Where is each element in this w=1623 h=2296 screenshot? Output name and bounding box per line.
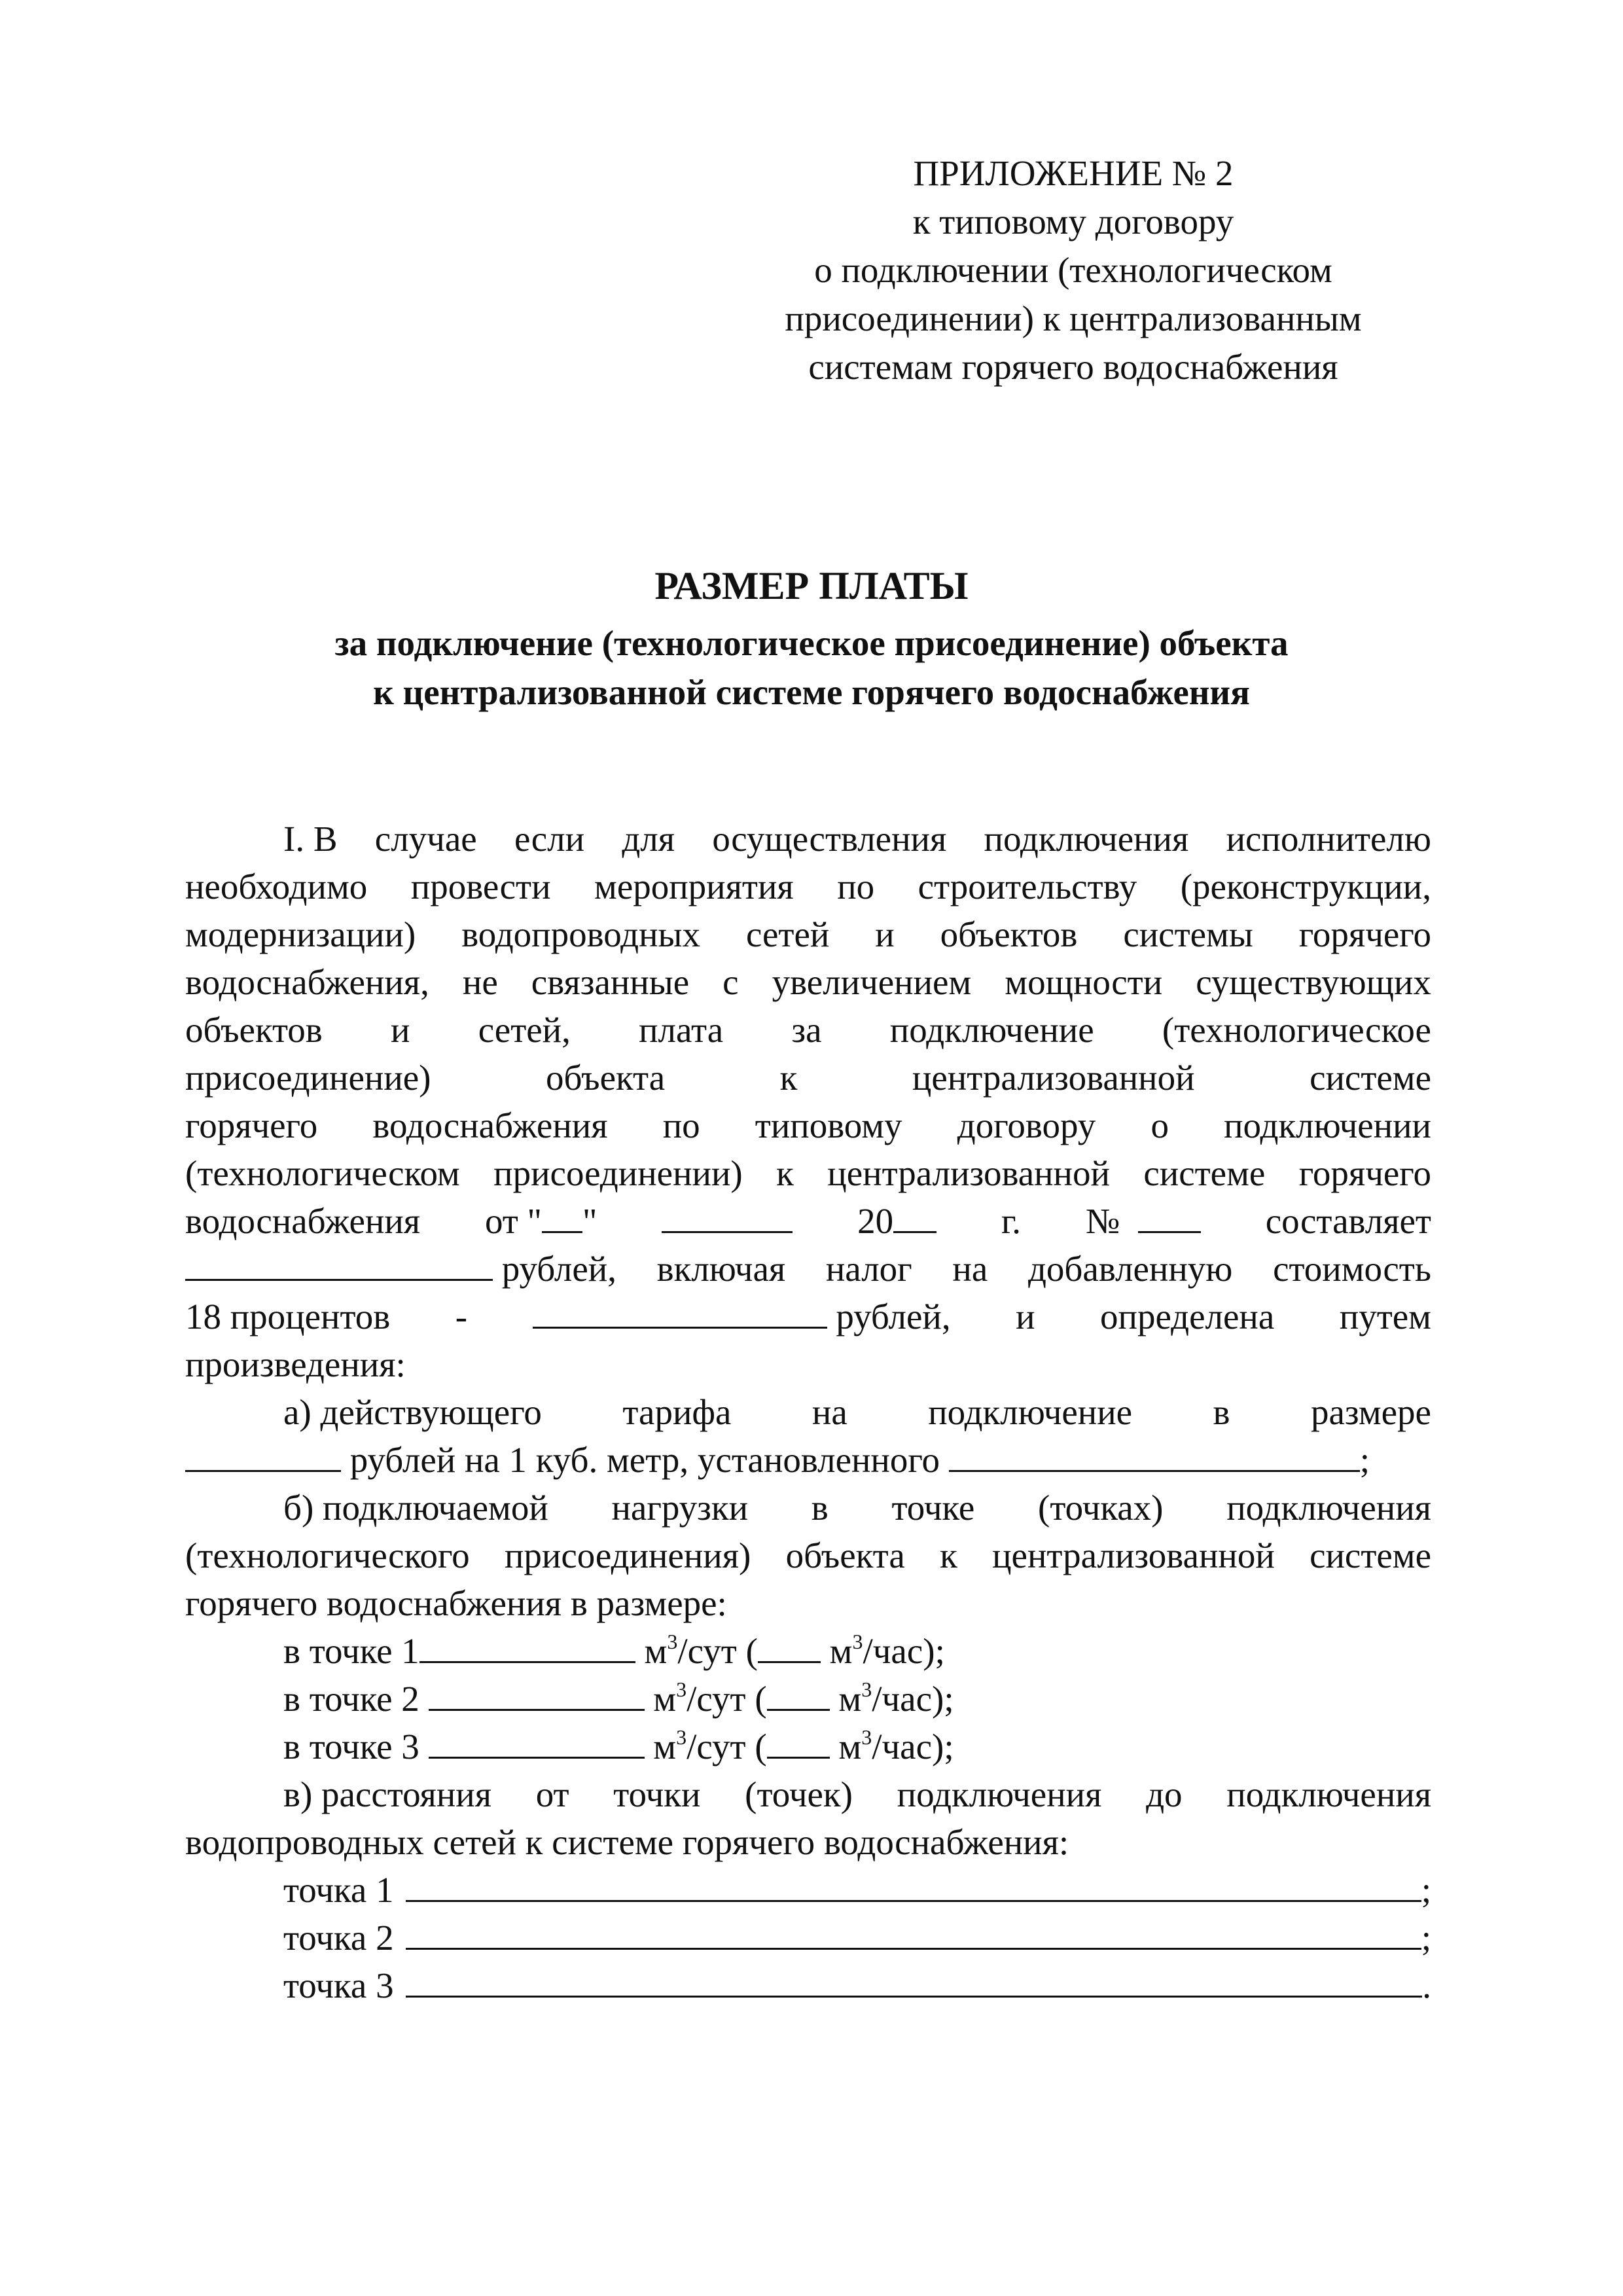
word: и	[1016, 1297, 1035, 1336]
word: водоснабжения	[372, 1105, 608, 1145]
item-a-line	[185, 1436, 1431, 1484]
word: осуществления	[712, 819, 947, 859]
subtitle-line: к централизованной системе горячего водоснабжения	[373, 672, 1250, 712]
distance-point-row	[185, 1866, 1431, 1914]
word: подключение	[928, 1392, 1133, 1432]
word: подключения	[984, 819, 1189, 859]
word: связанные	[531, 962, 690, 1002]
word: договору	[957, 1105, 1096, 1145]
point-label: точка 2	[283, 1918, 394, 1958]
word: горячего	[185, 1105, 318, 1145]
word: строительству	[918, 867, 1137, 906]
word: размере	[1310, 1392, 1431, 1432]
appendix-header	[654, 149, 1492, 391]
word: не	[462, 962, 498, 1002]
word: централизованной	[912, 1058, 1195, 1098]
word: присоединения)	[504, 1535, 751, 1575]
word: водопроводных сетей к системе горячего водоснабжения:	[185, 1822, 1069, 1862]
contract-date-day	[485, 1197, 597, 1245]
appendix-line: о подключении (технологическом	[814, 250, 1332, 290]
word: в) расстояния	[283, 1774, 491, 1814]
word: ;	[1359, 1440, 1370, 1480]
word: мощности	[1005, 962, 1163, 1002]
word: путем	[1339, 1297, 1431, 1336]
load-hour-blank[interactable]	[758, 1631, 821, 1663]
word: за	[791, 1010, 822, 1050]
load-day-blank[interactable]	[429, 1727, 645, 1759]
word: на	[952, 1249, 988, 1289]
word: включая	[656, 1249, 786, 1289]
word: присоединение)	[185, 1058, 431, 1098]
point-label: в точке 2	[283, 1679, 419, 1719]
word: централизованной	[992, 1535, 1275, 1575]
word: типовому	[755, 1105, 902, 1145]
distance-point-row	[185, 1914, 1431, 1962]
word: модернизации)	[185, 914, 416, 954]
word: подключения	[897, 1774, 1102, 1814]
word: точке	[891, 1488, 975, 1528]
appendix-line: к типовому договору	[912, 202, 1234, 242]
word: а) действующего	[283, 1392, 542, 1432]
unit-exponent: 3	[861, 1725, 872, 1749]
word: по	[837, 867, 875, 906]
load-hour-blank[interactable]	[767, 1727, 830, 1759]
word: определена	[1100, 1297, 1275, 1336]
word: объекта	[785, 1535, 905, 1575]
unit: /час);	[872, 1679, 954, 1719]
unit: м	[829, 1631, 853, 1671]
unit: /сут (	[687, 1679, 767, 1719]
word: нагрузки	[611, 1488, 749, 1528]
word: к	[779, 1058, 798, 1098]
distance-point-row	[185, 1962, 1431, 2009]
word: произведения:	[185, 1344, 406, 1384]
load-point-row	[185, 1627, 1431, 1675]
word: существующих	[1196, 962, 1431, 1002]
word: подключении	[1224, 1105, 1431, 1145]
word: составляет	[1265, 1201, 1431, 1241]
word: налог	[825, 1249, 912, 1289]
item-c-line	[185, 1818, 1431, 1866]
word: горячего	[1298, 914, 1431, 954]
paragraph-line	[185, 863, 1431, 910]
load-day-blank[interactable]	[429, 1679, 645, 1711]
load-day-blank[interactable]	[419, 1631, 635, 1663]
point-label: точка 1	[283, 1870, 394, 1910]
unit: /час);	[872, 1727, 954, 1767]
word: г.	[1001, 1201, 1022, 1241]
word: системе	[1310, 1535, 1431, 1575]
word: водоснабжения	[185, 1201, 421, 1241]
item-b-line	[185, 1484, 1431, 1532]
word: по	[662, 1105, 700, 1145]
paragraph-line	[185, 1245, 1431, 1293]
vat-blank[interactable]	[533, 1297, 827, 1329]
word: горячего	[1298, 1153, 1431, 1193]
document-body	[185, 815, 1431, 2009]
unit-exponent: 3	[667, 1630, 678, 1653]
word: если	[514, 819, 585, 859]
word: сетей	[745, 914, 830, 954]
point-label: в точке 3	[283, 1727, 419, 1767]
paragraph-line	[185, 958, 1431, 1006]
word: водопроводных	[461, 914, 700, 954]
word: с	[722, 962, 739, 1002]
subtitle-line: за подключение (технологическое присоединение) объекта	[334, 623, 1289, 663]
item-b-line	[185, 1579, 1431, 1627]
document-title: РАЗМЕР ПЛАТЫ	[654, 564, 969, 607]
day-blank[interactable]	[542, 1201, 582, 1233]
contract-number	[1086, 1197, 1201, 1245]
word: подключения	[1226, 1774, 1431, 1814]
unit-exponent: 3	[852, 1630, 863, 1653]
vat-amount	[533, 1293, 951, 1340]
word: для	[622, 819, 675, 859]
word: подключение	[889, 1010, 1094, 1050]
year-blank[interactable]	[893, 1201, 936, 1233]
contract-year	[857, 1197, 936, 1245]
word: добавленную	[1027, 1249, 1233, 1289]
item-c-line	[185, 1770, 1431, 1818]
word: и	[875, 914, 895, 954]
paragraph-line	[185, 815, 1431, 863]
word: ;	[1421, 1918, 1431, 1958]
number-blank[interactable]	[1138, 1201, 1201, 1233]
established-by-blank[interactable]	[949, 1440, 1360, 1472]
word: точки	[613, 1774, 701, 1814]
paragraph-line	[185, 1197, 1431, 1245]
word: исполнителю	[1226, 819, 1431, 859]
unit: /сут (	[677, 1631, 758, 1671]
word: объектов	[185, 1010, 323, 1050]
point-label: точка 3	[283, 1965, 394, 2005]
word: тарифа	[622, 1392, 732, 1432]
word: увеличением	[772, 962, 972, 1002]
word: объекта	[546, 1058, 666, 1098]
word: плата	[639, 1010, 724, 1050]
word: до	[1146, 1774, 1183, 1814]
word: подключения	[1226, 1488, 1431, 1528]
word: и	[391, 1010, 410, 1050]
word: (точек)	[745, 1774, 853, 1814]
distance-blank[interactable]	[406, 1965, 1423, 1998]
distance-blank[interactable]	[406, 1870, 1421, 1902]
fee-blank[interactable]	[185, 1249, 493, 1281]
unit-exponent: 3	[676, 1725, 687, 1749]
word: №	[1085, 1201, 1120, 1241]
word: рублей,	[501, 1249, 616, 1289]
word: системы	[1123, 914, 1253, 954]
appendix-line: системам горячего водоснабжения	[808, 347, 1338, 387]
paragraph-line	[185, 1102, 1431, 1149]
word: рублей на 1 куб. метр, установленного	[349, 1440, 940, 1480]
word: в	[811, 1488, 829, 1528]
paragraph-line	[185, 910, 1431, 958]
word: (технологического	[185, 1535, 470, 1575]
word: (реконструкции,	[1180, 867, 1431, 906]
load-point-row	[185, 1723, 1431, 1770]
unit: м	[653, 1727, 677, 1767]
word: б) подключаемой	[283, 1488, 548, 1528]
word: ;	[1421, 1870, 1431, 1910]
word: в	[1213, 1392, 1230, 1432]
word: (технологическое	[1162, 1010, 1431, 1050]
word: горячего водоснабжения в размере:	[185, 1583, 727, 1623]
word: 20	[857, 1201, 894, 1241]
word: .	[1422, 1965, 1431, 2005]
paragraph-line	[185, 1293, 1431, 1340]
unit: /сут (	[687, 1727, 767, 1767]
word: от "	[484, 1201, 542, 1241]
word: провести	[410, 867, 551, 906]
word: "	[582, 1201, 597, 1241]
paragraph-line	[185, 1340, 1431, 1388]
word: I. В	[283, 819, 338, 859]
load-hour-blank[interactable]	[767, 1679, 830, 1711]
unit-exponent: 3	[676, 1677, 687, 1701]
item-b-line	[185, 1532, 1431, 1579]
paragraph-line	[185, 1054, 1431, 1102]
unit: м	[653, 1679, 677, 1719]
word: необходимо	[185, 867, 368, 906]
word: присоединении)	[493, 1153, 743, 1193]
word: на	[812, 1392, 847, 1432]
word: о	[1150, 1105, 1169, 1145]
month-blank[interactable]	[662, 1201, 793, 1233]
unit-exponent: 3	[861, 1677, 872, 1701]
word: (технологическом	[185, 1153, 460, 1193]
appendix-number: ПРИЛОЖЕНИЕ № 2	[913, 153, 1234, 193]
word: стоимость	[1273, 1249, 1431, 1289]
word: объектов	[940, 914, 1078, 954]
distance-blank[interactable]	[406, 1918, 1421, 1950]
item-a-line	[185, 1388, 1431, 1436]
word: (точках)	[1038, 1488, 1164, 1528]
unit: м	[644, 1631, 668, 1671]
point-label: в точке 1	[283, 1631, 419, 1671]
paragraph-line	[185, 1006, 1431, 1054]
word: 18 процентов	[185, 1297, 391, 1336]
word: мероприятия	[594, 867, 794, 906]
word: от	[535, 1774, 569, 1814]
word: рублей,	[836, 1297, 951, 1336]
word: к	[776, 1153, 794, 1193]
fee-amount	[185, 1245, 616, 1293]
word: системе	[1310, 1058, 1431, 1098]
appendix-line: присоединении) к централизованным	[785, 298, 1362, 338]
load-point-row	[185, 1675, 1431, 1723]
unit: /час);	[863, 1631, 945, 1671]
word: водоснабжения,	[185, 962, 429, 1002]
word: к	[940, 1535, 957, 1575]
unit: м	[838, 1679, 862, 1719]
word: -	[455, 1297, 468, 1336]
word: системе	[1143, 1153, 1266, 1193]
paragraph-line	[185, 1149, 1431, 1197]
word: случае	[374, 819, 477, 859]
document-subtitle	[0, 619, 1623, 717]
tariff-blank[interactable]	[185, 1440, 341, 1472]
word: централизованной	[827, 1153, 1110, 1193]
word: сетей,	[478, 1010, 571, 1050]
unit: м	[838, 1727, 862, 1767]
